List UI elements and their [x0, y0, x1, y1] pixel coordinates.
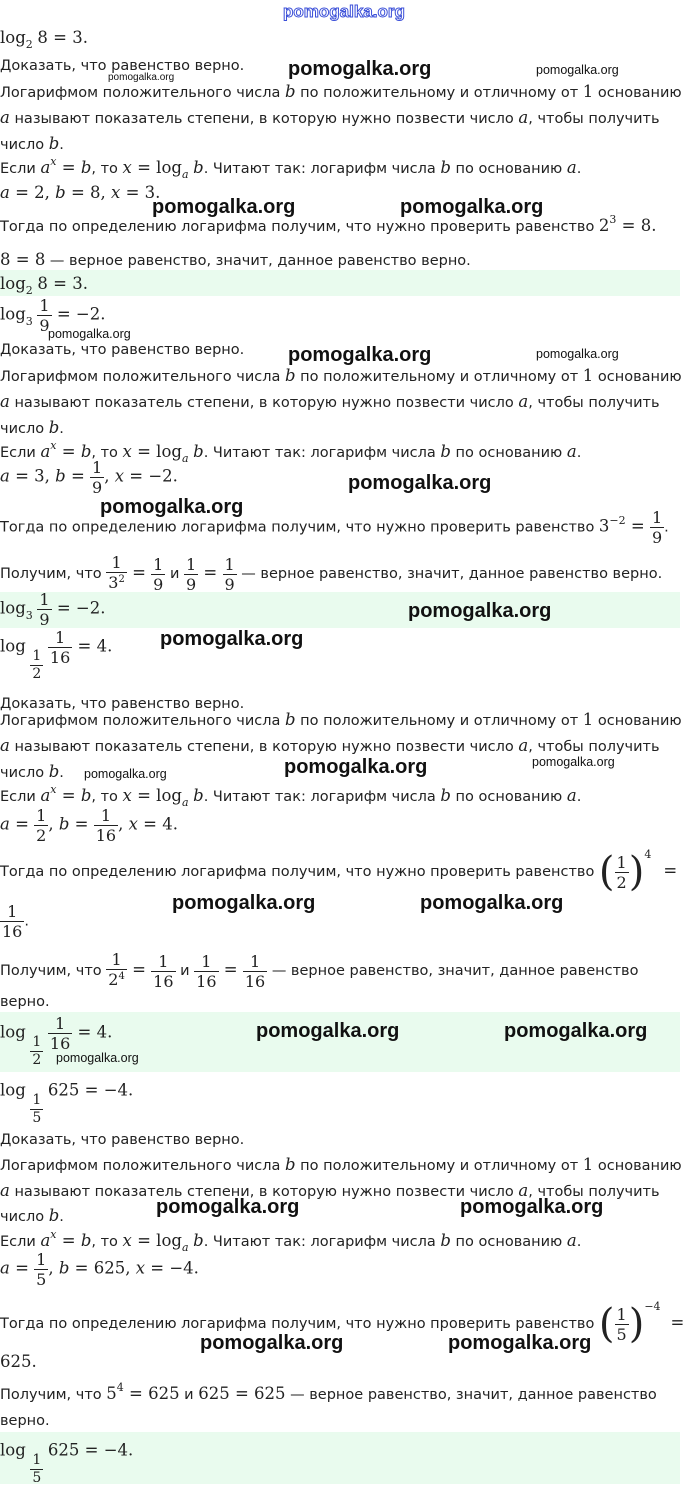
task-3-title: log $\frac{1}{2}$ $\frac{1}{16}$ = 4.	[0, 628, 113, 682]
watermark: pomogalka.org	[408, 600, 552, 622]
watermark: pomogalka.org	[448, 1332, 592, 1354]
verify-line: 8 = 8 — верное равенство, значит, данное равенство верно.	[0, 250, 471, 269]
values-line: a = $\frac{1}{5}$ , b = 625, x = −4.	[0, 1250, 199, 1289]
answer-3: log $\frac{1}{2}$ $\frac{1}{16}$ = 4.	[0, 1014, 113, 1068]
watermark: pomogalka.org	[288, 58, 432, 80]
verify-line: Получим, что $\frac{1}{3^2}$ = $\frac{1}{9}$ и $\frac{1}{9}$ = $\frac{1}{9}$ — верное равенство, значит, данное равенство верно.	[0, 553, 663, 594]
definition-line-3: число b.	[0, 134, 64, 153]
definition-line-1: Логарифмом положительного числа b по положительному и отличному от 1 основанию	[0, 1155, 682, 1174]
watermark: pomogalka.org	[160, 628, 304, 650]
if-line: Если $a^x = b$, то $x = \log_a b$. Читают так: логарифм числа b по основанию a.	[0, 783, 582, 809]
answer-highlight-1	[0, 270, 680, 296]
values-line: a = $\frac{1}{2}$ , b = $\frac{1}{16}$ , x = 4.	[0, 806, 178, 845]
task-4-title: log $\frac{1}{5}$ 625 = −4.	[0, 1080, 134, 1126]
definition-line-1: Логарифмом положительного числа b по положительному и отличному от 1 основанию	[0, 366, 682, 385]
verify-line-tail: верно.	[0, 1413, 50, 1429]
watermark: pomogalka.org	[48, 327, 131, 341]
watermark: pomogalka.org	[288, 344, 432, 366]
check-line: Тогда по определению логарифма получим, что нужно проверить равенство $2^3 = 8$.	[0, 213, 657, 235]
values-line: a = 2, b = 8, x = 3.	[0, 183, 161, 202]
watermark: pomogalka.org	[460, 1196, 604, 1218]
watermark: pomogalka.org	[348, 472, 492, 494]
definition-line-3: число b.	[0, 762, 64, 781]
check-line-tail: $\frac{1}{16}$ .	[2, 902, 29, 941]
watermark: pomogalka.org	[56, 1051, 139, 1065]
definition-line-2: a называют показатель степени, в которую нужно позвести число a, чтобы получить	[0, 736, 660, 755]
definition-line-2: a называют показатель степени, в которую нужно позвести число a, чтобы получить	[0, 392, 660, 411]
watermark: pomogalka.org	[284, 756, 428, 778]
definition-line-1: Логарифмом положительного числа b по положительному и отличному от 1 основанию	[0, 710, 682, 729]
prove-text: Доказать, что равенство верно.	[0, 58, 245, 74]
definition-line-3: число b.	[0, 1206, 64, 1225]
task-1-title: $\log_2 8 = 3$.	[0, 28, 88, 51]
watermark: pomogalka.org	[172, 892, 316, 914]
watermark: pomogalka.org	[532, 755, 615, 769]
definition-line-3: число b.	[0, 418, 64, 437]
prove-text: Доказать, что равенство верно.	[0, 1132, 245, 1148]
task-2-title: $\log_3$ $\frac{1}{9}$ = −2.	[0, 296, 106, 335]
definition-line-1: Логарифмом положительного числа b по положительному и отличному от 1 основанию	[0, 82, 682, 101]
if-line: Если $a^x = b$, то $x = \log_a b$. Читают так: логарифм числа b по основанию a.	[0, 1228, 582, 1254]
watermark: pomogalka.org	[400, 196, 544, 218]
definition-line-2: a называют показатель степени, в которую нужно позвести число a, чтобы получить	[0, 1181, 660, 1200]
watermark: pomogalka.org	[504, 1020, 648, 1042]
watermark: pomogalka.org	[100, 496, 244, 518]
watermark: pomogalka.org	[152, 196, 296, 218]
answer-4: log $\frac{1}{5}$ 625 = −4.	[0, 1440, 134, 1486]
watermark: pomogalka.org	[200, 1332, 344, 1354]
watermark: pomogalka.org	[536, 63, 619, 77]
definition-line-2: a называют показатель степени, в которую нужно позвести число a, чтобы получить	[0, 108, 660, 127]
watermark: pomogalka.org	[536, 347, 619, 361]
check-line: Тогда по определению логарифма получим, что нужно проверить равенство $3^{-2}$ = $\frac{1}{9}$ .	[0, 508, 669, 547]
answer-1: $\log_2 8 = 3$.	[0, 274, 88, 297]
answer-2: $\log_3$ $\frac{1}{9}$ = −2.	[0, 590, 106, 629]
watermark: pomogalka.org	[108, 72, 175, 83]
prove-text: Доказать, что равенство верно.	[0, 342, 245, 358]
check-line: Тогда по определению логарифма получим, что нужно проверить равенство ( $\frac{1}{2}$ )$^4$=	[0, 848, 678, 895]
watermark: pomogalka.org	[420, 892, 564, 914]
watermark: pomogalka.org	[84, 767, 167, 781]
check-line-tail: 625.	[0, 1352, 37, 1371]
verify-line: Получим, что $5^4 = 625$ и 625 = 625 — верное равенство, значит, данное равенство	[0, 1381, 657, 1403]
watermark: pomogalka.org	[256, 1020, 400, 1042]
values-line: a = 3, b = $\frac{1}{9}$ , x = −2.	[0, 458, 178, 497]
if-line: Если $a^x = b$, то $x = \log_a b$. Читают так: логарифм числа b по основанию a.	[0, 439, 582, 465]
verify-line-tail: верно.	[0, 994, 50, 1010]
site-logo[interactable]: pomogalka.org	[283, 2, 405, 21]
verify-line: Получим, что $\frac{1}{2^4}$ = $\frac{1}{16}$ и $\frac{1}{16}$ = $\frac{1}{16}$ — верное равенство, значит, данное равенство	[0, 950, 639, 991]
prove-text-clipped: Доказать, что равенство верно.	[0, 696, 245, 712]
watermark: pomogalka.org	[156, 1196, 300, 1218]
check-line: Тогда по определению логарифма получим, что нужно проверить равенство ( $\frac{1}{5}$ )$^{-4}$=	[0, 1300, 684, 1347]
if-line: Если $a^x = b$, то $x = \log_a b$. Читают так: логарифм числа b по основанию a.	[0, 155, 582, 181]
